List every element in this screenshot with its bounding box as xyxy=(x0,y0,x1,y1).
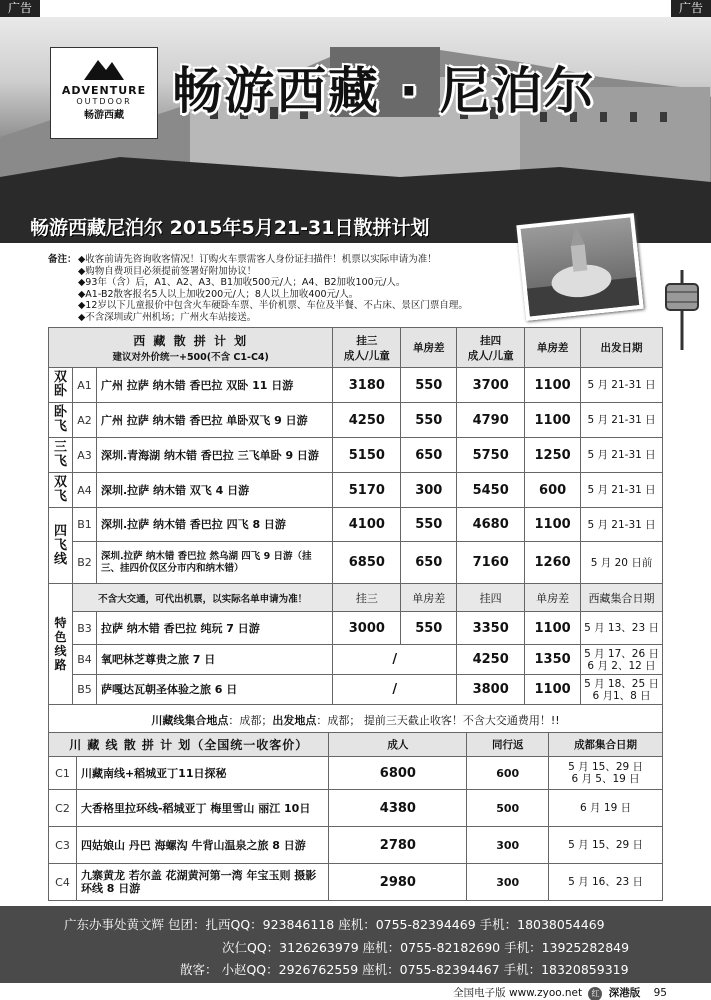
route-name: 深圳.拉萨 纳木错 香巴拉 然乌湖 四飞 9 日游（挂三、挂四价仅区分市内和纳木错） xyxy=(96,542,332,584)
departure-date: 5 月 15、29 日 xyxy=(549,827,663,864)
route-name: 九寨黄龙 若尔盖 花湖黄河第一湾 年宝玉则 摄影环线 8 日游 xyxy=(76,864,329,901)
commission: 500 xyxy=(467,790,549,827)
edition-name: 深港版 xyxy=(608,987,641,999)
table1-title-cell xyxy=(49,328,333,368)
price: 3000 xyxy=(333,612,401,645)
meeting-row xyxy=(49,705,663,735)
price: 4680 xyxy=(457,508,525,542)
note-item: ◆收客前请先咨询收客情况！订购火车票需客人身份证扫描件！机票以实际申请为准！ xyxy=(78,254,437,265)
departure-date: 5 月 16、23 日 xyxy=(549,864,663,901)
page-footer xyxy=(453,985,667,1000)
price: 5170 xyxy=(333,473,401,508)
route-code: A3 xyxy=(72,438,96,473)
route-name: 四姑娘山 丹巴 海螺沟 牛背山温泉之旅 8 日游 xyxy=(76,827,329,864)
price: 3180 xyxy=(333,368,401,403)
table-row xyxy=(49,438,663,473)
route-code: B5 xyxy=(72,675,96,705)
price: 4100 xyxy=(333,508,401,542)
price: 4250 xyxy=(457,645,525,675)
route-name: 拉萨 纳木错 香巴拉 纯玩 7 日游 xyxy=(96,612,332,645)
special-header-row xyxy=(49,584,663,612)
group-label: 特色线路 xyxy=(49,584,73,705)
departure-date: 5 月 18、25 日 6 月1、8 日 xyxy=(581,675,663,705)
mountain-icon xyxy=(84,56,124,80)
logo-line3: 畅游西藏 xyxy=(84,110,124,121)
route-name: 深圳.拉萨 纳木错 双飞 4 日游 xyxy=(96,473,332,508)
special-note: 不含大交通，可代出机票，以实际名单申请为准！ xyxy=(72,584,332,612)
single-supplement: 1260 xyxy=(525,542,581,584)
price: 5150 xyxy=(333,438,401,473)
route-code: C1 xyxy=(49,757,77,790)
single-supplement: 1100 xyxy=(525,675,581,705)
route-code: B1 xyxy=(72,508,96,542)
route-code: A4 xyxy=(72,473,96,508)
single-supplement: 550 xyxy=(401,403,457,438)
price: 5450 xyxy=(457,473,525,508)
notes-section xyxy=(48,254,518,324)
group-label: 四飞线 xyxy=(49,508,73,584)
price: 3350 xyxy=(457,612,525,645)
price: 4250 xyxy=(333,403,401,438)
route-name: 川藏南线+稻城亚丁11日探秘 xyxy=(76,757,329,790)
table-row xyxy=(49,542,663,584)
table2-title: 川 藏 线 散 拼 计 划（全国统一收客价） xyxy=(49,733,329,757)
route-name: 深圳.青海湖 纳木错 香巴拉 三飞单卧 9 日游 xyxy=(96,438,332,473)
contact-footer xyxy=(0,906,711,983)
single-supplement: 1100 xyxy=(525,368,581,403)
col-header: 成都集合日期 xyxy=(549,733,663,757)
group-label: 卧飞 xyxy=(49,403,73,438)
group-label: 双卧 xyxy=(49,368,73,403)
logo-line1: ADVENTURE xyxy=(61,84,147,97)
ad-tag-right: 广告 xyxy=(671,0,711,17)
departure-date: 6 月 19 日 xyxy=(549,790,663,827)
col-header: 出发日期 xyxy=(581,328,663,368)
adventure-outdoor-logo xyxy=(50,47,158,139)
note-item: ◆12岁以下儿童报价中包含火车硬卧车票、半价机票、车位及半餐、不占床、景区门票自理。 xyxy=(78,300,468,312)
price: 7160 xyxy=(457,542,525,584)
single-supplement: 600 xyxy=(525,473,581,508)
route-code: C3 xyxy=(49,827,77,864)
single-supplement: 650 xyxy=(401,542,457,584)
col-header: 单房差 xyxy=(525,328,581,368)
route-code: B4 xyxy=(72,645,96,675)
col-header: 同行返 xyxy=(467,733,549,757)
note-item: ◆93年（含）后，A1、A2、A3、B1加收500元/人；A4、B2加收100元/人。 xyxy=(78,277,406,289)
meeting-info: 川藏线集合地点：成都；出发地点：成都； 提前三天截止收客！不含大交通费用！!! xyxy=(49,705,663,735)
edition-badge: 红 xyxy=(588,987,602,1000)
page-number: 95 xyxy=(653,987,667,999)
route-code: C2 xyxy=(49,790,77,827)
price: / xyxy=(333,645,457,675)
route-name: 广州 拉萨 纳木错 香巴拉 双卧 11 日游 xyxy=(96,368,332,403)
single-supplement: 1100 xyxy=(525,612,581,645)
departure-date: 5 月 21-31 日 xyxy=(581,403,663,438)
group-label: 三飞 xyxy=(49,438,73,473)
departure-date: 5 月 21-31 日 xyxy=(581,368,663,403)
table-row xyxy=(49,368,663,403)
single-supplement: 650 xyxy=(401,438,457,473)
col-header: 挂三 xyxy=(333,584,401,612)
site-url: 全国电子版 www.zyoo.net xyxy=(453,987,583,999)
table-row xyxy=(49,827,663,864)
col-header: 单房差 xyxy=(401,328,457,368)
table-row xyxy=(49,473,663,508)
group-label: 双飞 xyxy=(49,473,73,508)
single-supplement: 550 xyxy=(401,612,457,645)
table-row xyxy=(49,864,663,901)
logo-line2: OUTDOOR xyxy=(76,97,132,106)
departure-date: 5 月 21-31 日 xyxy=(581,508,663,542)
tibet-tour-table xyxy=(48,327,663,735)
notes-label: 备注： xyxy=(48,254,77,265)
price: 3700 xyxy=(457,368,525,403)
table-row xyxy=(49,403,663,438)
col-header: 西藏集合日期 xyxy=(581,584,663,612)
ad-tag-left: 广告 xyxy=(0,0,40,17)
departure-date: 5 月 21-31 日 xyxy=(581,473,663,508)
note-item: ◆不含深圳或广州机场；广州火车站接送。 xyxy=(78,311,257,323)
route-code: A2 xyxy=(72,403,96,438)
departure-date: 5 月 21-31 日 xyxy=(581,438,663,473)
commission: 600 xyxy=(467,757,549,790)
route-name: 广州 拉萨 纳木错 香巴拉 单卧双飞 9 日游 xyxy=(96,403,332,438)
single-supplement: 1100 xyxy=(525,508,581,542)
contact-line: 广东办事处黄文辉 包团：扎西QQ：923846118 座机：0755-82394469 手机：18038054469 xyxy=(64,917,605,932)
table-row xyxy=(49,790,663,827)
route-name: 深圳.拉萨 纳木错 香巴拉 四飞 8 日游 xyxy=(96,508,332,542)
prayer-wheel-icon xyxy=(660,270,700,350)
route-name: 大香格里拉环线-稻城亚丁 梅里雪山 丽江 10日 xyxy=(76,790,329,827)
price: 4380 xyxy=(329,790,467,827)
route-code: A1 xyxy=(72,368,96,403)
route-name: 氧吧林芝尊贵之旅 7 日 xyxy=(96,645,332,675)
single-supplement: 1350 xyxy=(525,645,581,675)
single-supplement: 550 xyxy=(401,368,457,403)
col-header: 单房差 xyxy=(401,584,457,612)
route-code: B3 xyxy=(72,612,96,645)
stupa-photo xyxy=(516,213,643,321)
table-row xyxy=(49,675,663,705)
table-row xyxy=(49,612,663,645)
single-supplement: 1250 xyxy=(525,438,581,473)
price: 2980 xyxy=(329,864,467,901)
route-name: 萨嘎达瓦朝圣体验之旅 6 日 xyxy=(96,675,332,705)
col-header: 单房差 xyxy=(525,584,581,612)
price: 3800 xyxy=(457,675,525,705)
table1-title: 西 藏 散 拼 计 划 xyxy=(133,334,249,348)
departure-date: 5 月 17、26 日 6 月 2、12 日 xyxy=(581,645,663,675)
contact-line: 次仁QQ：3126263979 座机：0755-82182690 手机：13925282849 xyxy=(222,940,630,955)
departure-date: 5 月 13、23 日 xyxy=(581,612,663,645)
col-header: 挂三 成人/儿童 xyxy=(333,328,401,368)
price: 4790 xyxy=(457,403,525,438)
price: 2780 xyxy=(329,827,467,864)
price: 5750 xyxy=(457,438,525,473)
departure-date: 5 月 20 日前 xyxy=(581,542,663,584)
note-item: ◆购物自费项目必须提前签署好附加协议！ xyxy=(78,265,257,277)
col-header: 挂四 xyxy=(457,584,525,612)
commission: 300 xyxy=(467,864,549,901)
price: 6800 xyxy=(329,757,467,790)
hero-title: 畅游西藏 · 尼泊尔 xyxy=(172,62,596,120)
col-header: 成人 xyxy=(329,733,467,757)
commission: 300 xyxy=(467,827,549,864)
table-row xyxy=(49,508,663,542)
price: / xyxy=(333,675,457,705)
single-supplement: 550 xyxy=(401,508,457,542)
single-supplement: 300 xyxy=(401,473,457,508)
hero-subtitle: 畅游西藏尼泊尔 2015年5月21-31日散拼计划 xyxy=(30,217,430,239)
table-row xyxy=(49,757,663,790)
departure-date: 5 月 15、29 日 6 月 5、19 日 xyxy=(549,757,663,790)
single-supplement: 1100 xyxy=(525,403,581,438)
col-header: 挂四 成人/儿童 xyxy=(457,328,525,368)
hero-banner xyxy=(0,17,711,243)
contact-line: 散客： 小赵QQ：2926762559 座机：0755-82394467 手机：18320859319 xyxy=(180,962,629,977)
route-code: B2 xyxy=(72,542,96,584)
sichuan-tibet-table xyxy=(48,732,663,901)
table-row xyxy=(49,645,663,675)
table1-subtitle: 建议对外价统一+500(不含 C1-C4) xyxy=(112,352,269,363)
price: 6850 xyxy=(333,542,401,584)
note-item: ◆A1-B2散客报名5人以上加收200元/人；8人以上加收400元/人。 xyxy=(78,288,359,300)
route-code: C4 xyxy=(49,864,77,901)
